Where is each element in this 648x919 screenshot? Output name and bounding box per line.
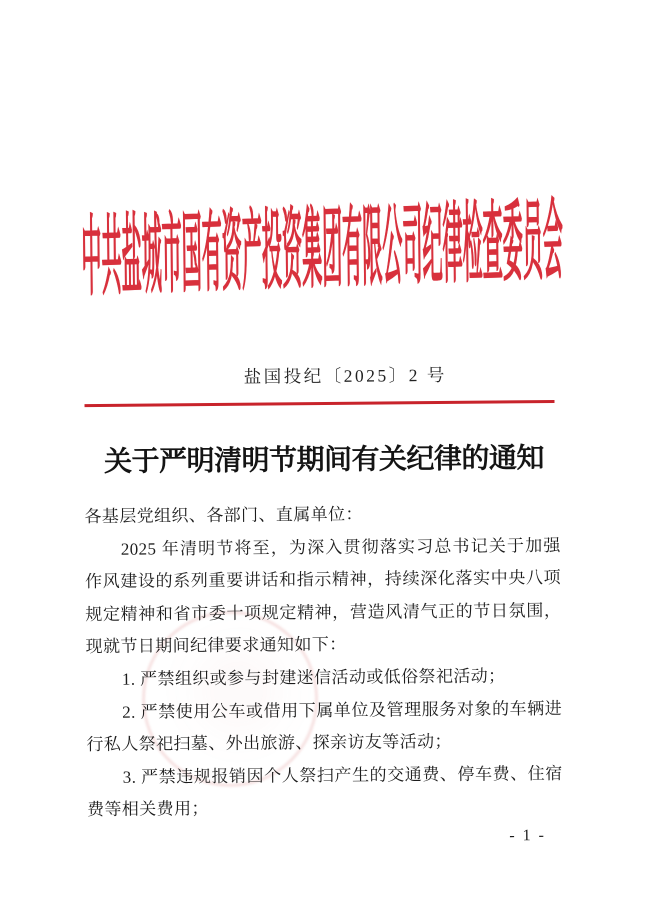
salutation-line: 各基层党组织、各部门、直属单位： [84, 504, 363, 527]
issuer-header [0, 193, 647, 308]
page-number: - 1 - [509, 827, 547, 845]
paragraph-item-1: 1. 严禁组织或参与封建迷信活动或低俗祭祀活动； [121, 666, 506, 689]
paragraph-intro: 2025 年清明节将至，为深入贯彻落实习总书记关于加强作风建设的系列重要讲话和指示精神，持续深化落实中央八项规定精神和省市委十项规定精神，营造风清气正的节日氛围，现就节日期间纪律要求通知如下： [84, 535, 562, 657]
red-divider-line [85, 400, 555, 407]
notice-body [84, 497, 563, 827]
paragraph-item-2: 2. 严禁使用公车或借用下属单位及管理服务对象的车辆进行私人祭祀扫墓、外出旅游、探亲访友等活动； [86, 698, 563, 755]
paragraph-item-3: 3. 严禁违规报销因个人祭扫产生的交通费、停车费、住宿费等相关费用； [86, 763, 563, 820]
issuer-header-text: 中共盐城市国有资产投资集团有限公司纪律检查委员会 [80, 193, 564, 308]
document-reference-number: 盐国投纪〔2025〕2 号 [243, 364, 447, 387]
notice-title: 关于严明清明节期间有关纪律的通知 [103, 443, 545, 478]
